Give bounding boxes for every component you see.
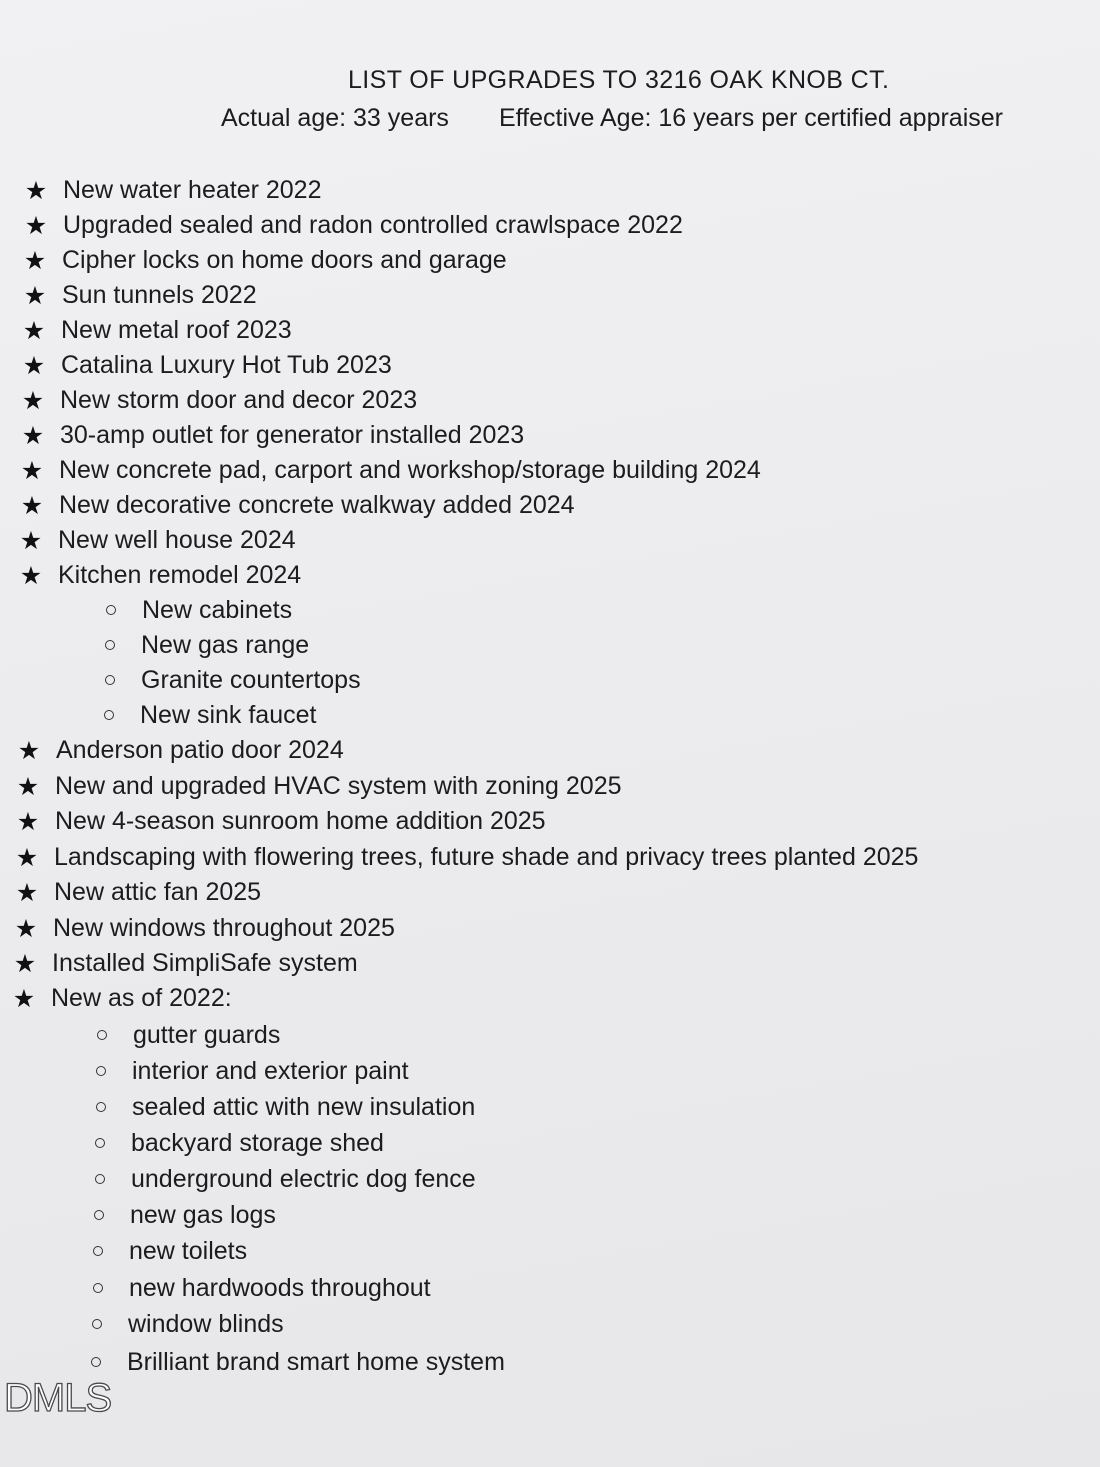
item-text: New storm door and decor 2023: [60, 386, 418, 414]
item-text: Catalina Luxury Hot Tub 2023: [61, 351, 392, 379]
item-text: New decorative concrete walkway added 2024: [59, 491, 575, 519]
star-icon: ★: [15, 843, 39, 872]
circle-bullet-icon: [93, 1283, 103, 1293]
star-icon: ★: [17, 736, 41, 765]
item-text: New windows throughout 2025: [53, 914, 395, 942]
star-icon: ★: [20, 456, 44, 485]
sub-item-text: gutter guards: [133, 1021, 281, 1049]
item-text: New well house 2024: [58, 526, 296, 554]
actual-age: Actual age: 33 years: [221, 104, 449, 132]
circle-bullet-icon: [105, 675, 115, 685]
sub-item-text: New sink faucet: [140, 701, 317, 729]
star-icon: ★: [22, 351, 46, 380]
circle-bullet-icon: [91, 1357, 101, 1367]
sub-item-text: sealed attic with new insulation: [132, 1093, 476, 1121]
circle-bullet-icon: [97, 1030, 107, 1040]
circle-bullet-icon: [104, 710, 114, 720]
item-text: Installed SimpliSafe system: [52, 949, 358, 977]
sub-item-text: interior and exterior paint: [132, 1057, 409, 1085]
sub-item-text: window blinds: [128, 1310, 284, 1338]
item-text: Sun tunnels 2022: [62, 281, 257, 309]
circle-bullet-icon: [105, 640, 115, 650]
star-icon: ★: [16, 807, 40, 836]
star-icon: ★: [24, 176, 48, 205]
circle-bullet-icon: [96, 1066, 106, 1076]
sub-item-text: new hardwoods throughout: [129, 1274, 431, 1302]
star-icon: ★: [19, 561, 43, 590]
sub-item-text: Brilliant brand smart home system: [127, 1348, 505, 1376]
effective-age: Effective Age: 16 years per certified appraiser: [499, 104, 1003, 132]
circle-bullet-icon: [94, 1210, 104, 1220]
item-text: Cipher locks on home doors and garage: [62, 246, 507, 274]
star-icon: ★: [16, 772, 40, 801]
star-icon: ★: [15, 878, 39, 907]
star-icon: ★: [19, 526, 43, 555]
star-icon: ★: [24, 211, 48, 240]
item-text: New as of 2022:: [51, 984, 232, 1012]
star-icon: ★: [21, 421, 45, 450]
dmls-watermark: DMLS: [4, 1376, 112, 1420]
sub-item-text: New cabinets: [142, 596, 293, 624]
circle-bullet-icon: [106, 605, 116, 615]
star-icon: ★: [23, 281, 47, 310]
star-icon: ★: [22, 316, 46, 345]
sub-item-text: New gas range: [141, 631, 310, 659]
sub-item-text: Granite countertops: [141, 666, 361, 694]
circle-bullet-icon: [92, 1319, 102, 1329]
item-text: New 4-season sunroom home addition 2025: [55, 807, 546, 835]
item-text: Kitchen remodel 2024: [58, 561, 302, 589]
item-text: New concrete pad, carport and workshop/storage building 2024: [59, 456, 761, 484]
sub-item-text: backyard storage shed: [131, 1129, 384, 1157]
star-icon: ★: [23, 246, 47, 275]
sub-item-text: new gas logs: [130, 1201, 276, 1229]
circle-bullet-icon: [95, 1174, 105, 1184]
item-text: New metal roof 2023: [61, 316, 292, 344]
star-icon: ★: [12, 984, 36, 1013]
item-text: Upgraded sealed and radon controlled crawlspace 2022: [63, 211, 683, 239]
item-text: Landscaping with flowering trees, future shade and privacy trees planted 2025: [54, 843, 919, 871]
star-icon: ★: [13, 949, 37, 978]
star-icon: ★: [20, 491, 44, 520]
star-icon: ★: [14, 914, 38, 943]
item-text: New and upgraded HVAC system with zoning 2025: [55, 772, 622, 800]
item-text: Anderson patio door 2024: [56, 736, 344, 764]
circle-bullet-icon: [95, 1138, 105, 1148]
sub-item-text: new toilets: [129, 1237, 248, 1265]
page-title: LIST OF UPGRADES TO 3216 OAK KNOB CT.: [348, 66, 890, 94]
star-icon: ★: [21, 386, 45, 415]
item-text: 30-amp outlet for generator installed 2023: [60, 421, 525, 449]
circle-bullet-icon: [93, 1246, 103, 1256]
item-text: New attic fan 2025: [54, 878, 262, 906]
sub-item-text: underground electric dog fence: [131, 1165, 476, 1193]
circle-bullet-icon: [96, 1102, 106, 1112]
item-text: New water heater 2022: [63, 176, 322, 204]
